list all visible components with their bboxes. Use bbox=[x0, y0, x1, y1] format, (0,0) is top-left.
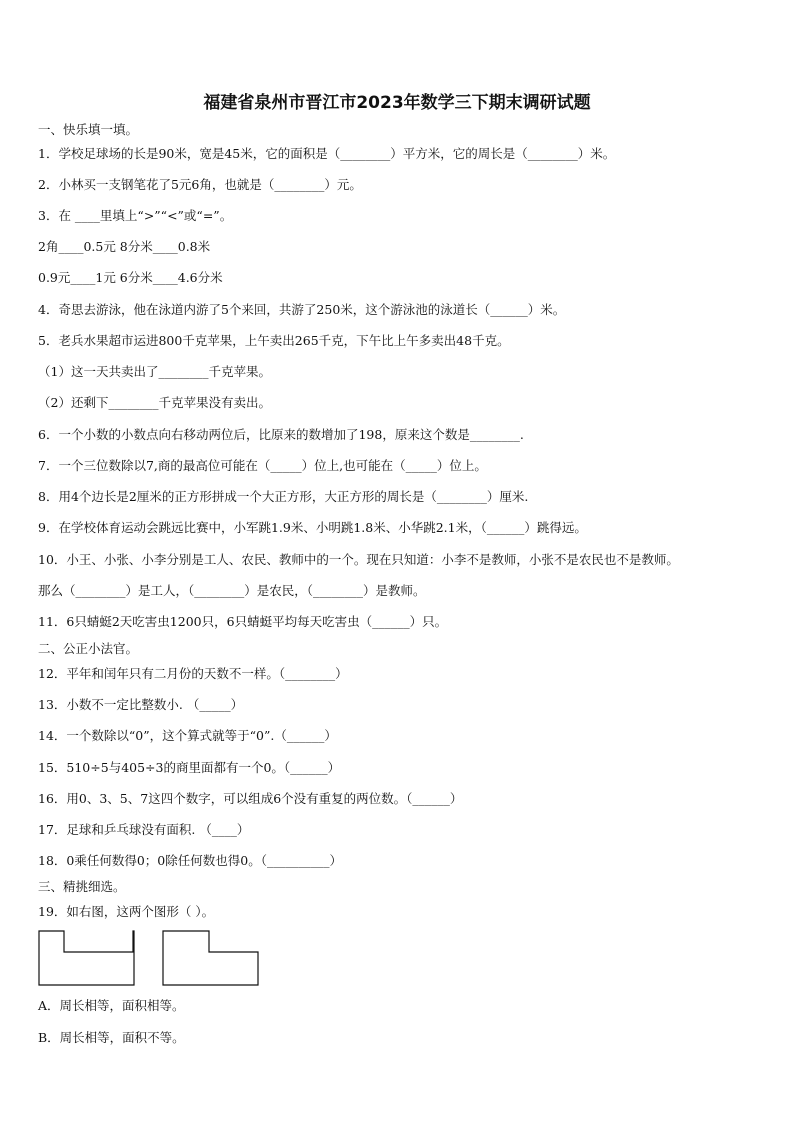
page-title: 福建省泉州市晋江市2023年数学三下期末调研试题 bbox=[203, 93, 591, 113]
question-18: 18．0乘任何数得0；0除任何数也得0。（__________） bbox=[38, 853, 342, 868]
question-5-part-2: （2）还剩下________千克苹果没有卖出。 bbox=[38, 395, 271, 410]
question-3: 3．在 ____里填上“>”“<”或“=”。 bbox=[38, 208, 233, 223]
option-b: B．周长相等，面积不等。 bbox=[38, 1030, 185, 1045]
figure-left-shape bbox=[39, 931, 134, 985]
question-9: 9．在学校体育运动会跳远比赛中，小军跳1.9米、小明跳1.8米、小华跳2.1米，（______）跳得远。 bbox=[38, 520, 587, 535]
figure-right-shape bbox=[163, 931, 258, 985]
section-heading-2: 二、公正小法官。 bbox=[38, 641, 139, 656]
question-4: 4．奇思去游泳，他在泳道内游了5个来回，共游了250米，这个游泳池的泳道长（______）米。 bbox=[38, 302, 566, 317]
question-3-row-1: 2角____0.5元 8分米____0.8米 bbox=[38, 239, 211, 254]
question-5: 5．老兵水果超市运进800千克苹果，上午卖出265千克，下午比上午多卖出48千克。 bbox=[38, 333, 510, 348]
question-10: 10．小王、小张、小李分别是工人、农民、教师中的一个。现在只知道：小李不是教师，小张不是农民也不是教师。 bbox=[38, 552, 679, 567]
question-11: 11．6只蜻蜓2天吃害虫1200只，6只蜻蜓平均每天吃害虫（______）只。 bbox=[38, 614, 448, 629]
section-heading-3: 三、精挑细选。 bbox=[38, 879, 126, 894]
question-17: 17．足球和乒乓球没有面积. （____） bbox=[38, 822, 250, 837]
question-2: 2．小林买一支钢笔花了5元6角，也就是（________）元。 bbox=[38, 177, 362, 192]
question-16: 16．用0、3、5、7这四个数字，可以组成6个没有重复的两位数。（______） bbox=[38, 791, 463, 806]
question-3-row-2: 0.9元____1元 6分米____4.6分米 bbox=[38, 270, 223, 285]
question-13: 13．小数不一定比整数小. （_____） bbox=[38, 697, 244, 712]
question-5-part-1: （1）这一天共卖出了________千克苹果。 bbox=[38, 364, 271, 379]
question-1: 1．学校足球场的长是90米，宽是45米，它的面积是（________）平方米，它的周长是（________）米。 bbox=[38, 146, 616, 161]
question-8: 8．用4个边长是2厘米的正方形拼成一个大正方形，大正方形的周长是（________）厘米. bbox=[38, 489, 529, 504]
question-19-figures bbox=[38, 930, 268, 990]
question-12: 12．平年和闰年只有二月份的天数不一样。（________） bbox=[38, 666, 348, 681]
option-a: A．周长相等，面积相等。 bbox=[38, 998, 185, 1013]
question-10-continued: 那么（________）是工人，（________）是农民，（________）是教师。 bbox=[38, 583, 426, 598]
section-heading-1: 一、快乐填一填。 bbox=[38, 122, 139, 137]
question-15: 15．510÷5与405÷3的商里面都有一个0。（______） bbox=[38, 760, 341, 775]
question-7: 7．一个三位数除以7,商的最高位可能在（_____）位上,也可能在（_____）位上。 bbox=[38, 458, 487, 473]
question-6: 6．一个小数的小数点向右移动两位后，比原来的数增加了198，原来这个数是________. bbox=[38, 427, 524, 442]
question-19: 19．如右图，这两个图形（ ）。 bbox=[38, 904, 215, 919]
question-14: 14．一个数除以“0”，这个算式就等于“0”.（______） bbox=[38, 728, 337, 743]
